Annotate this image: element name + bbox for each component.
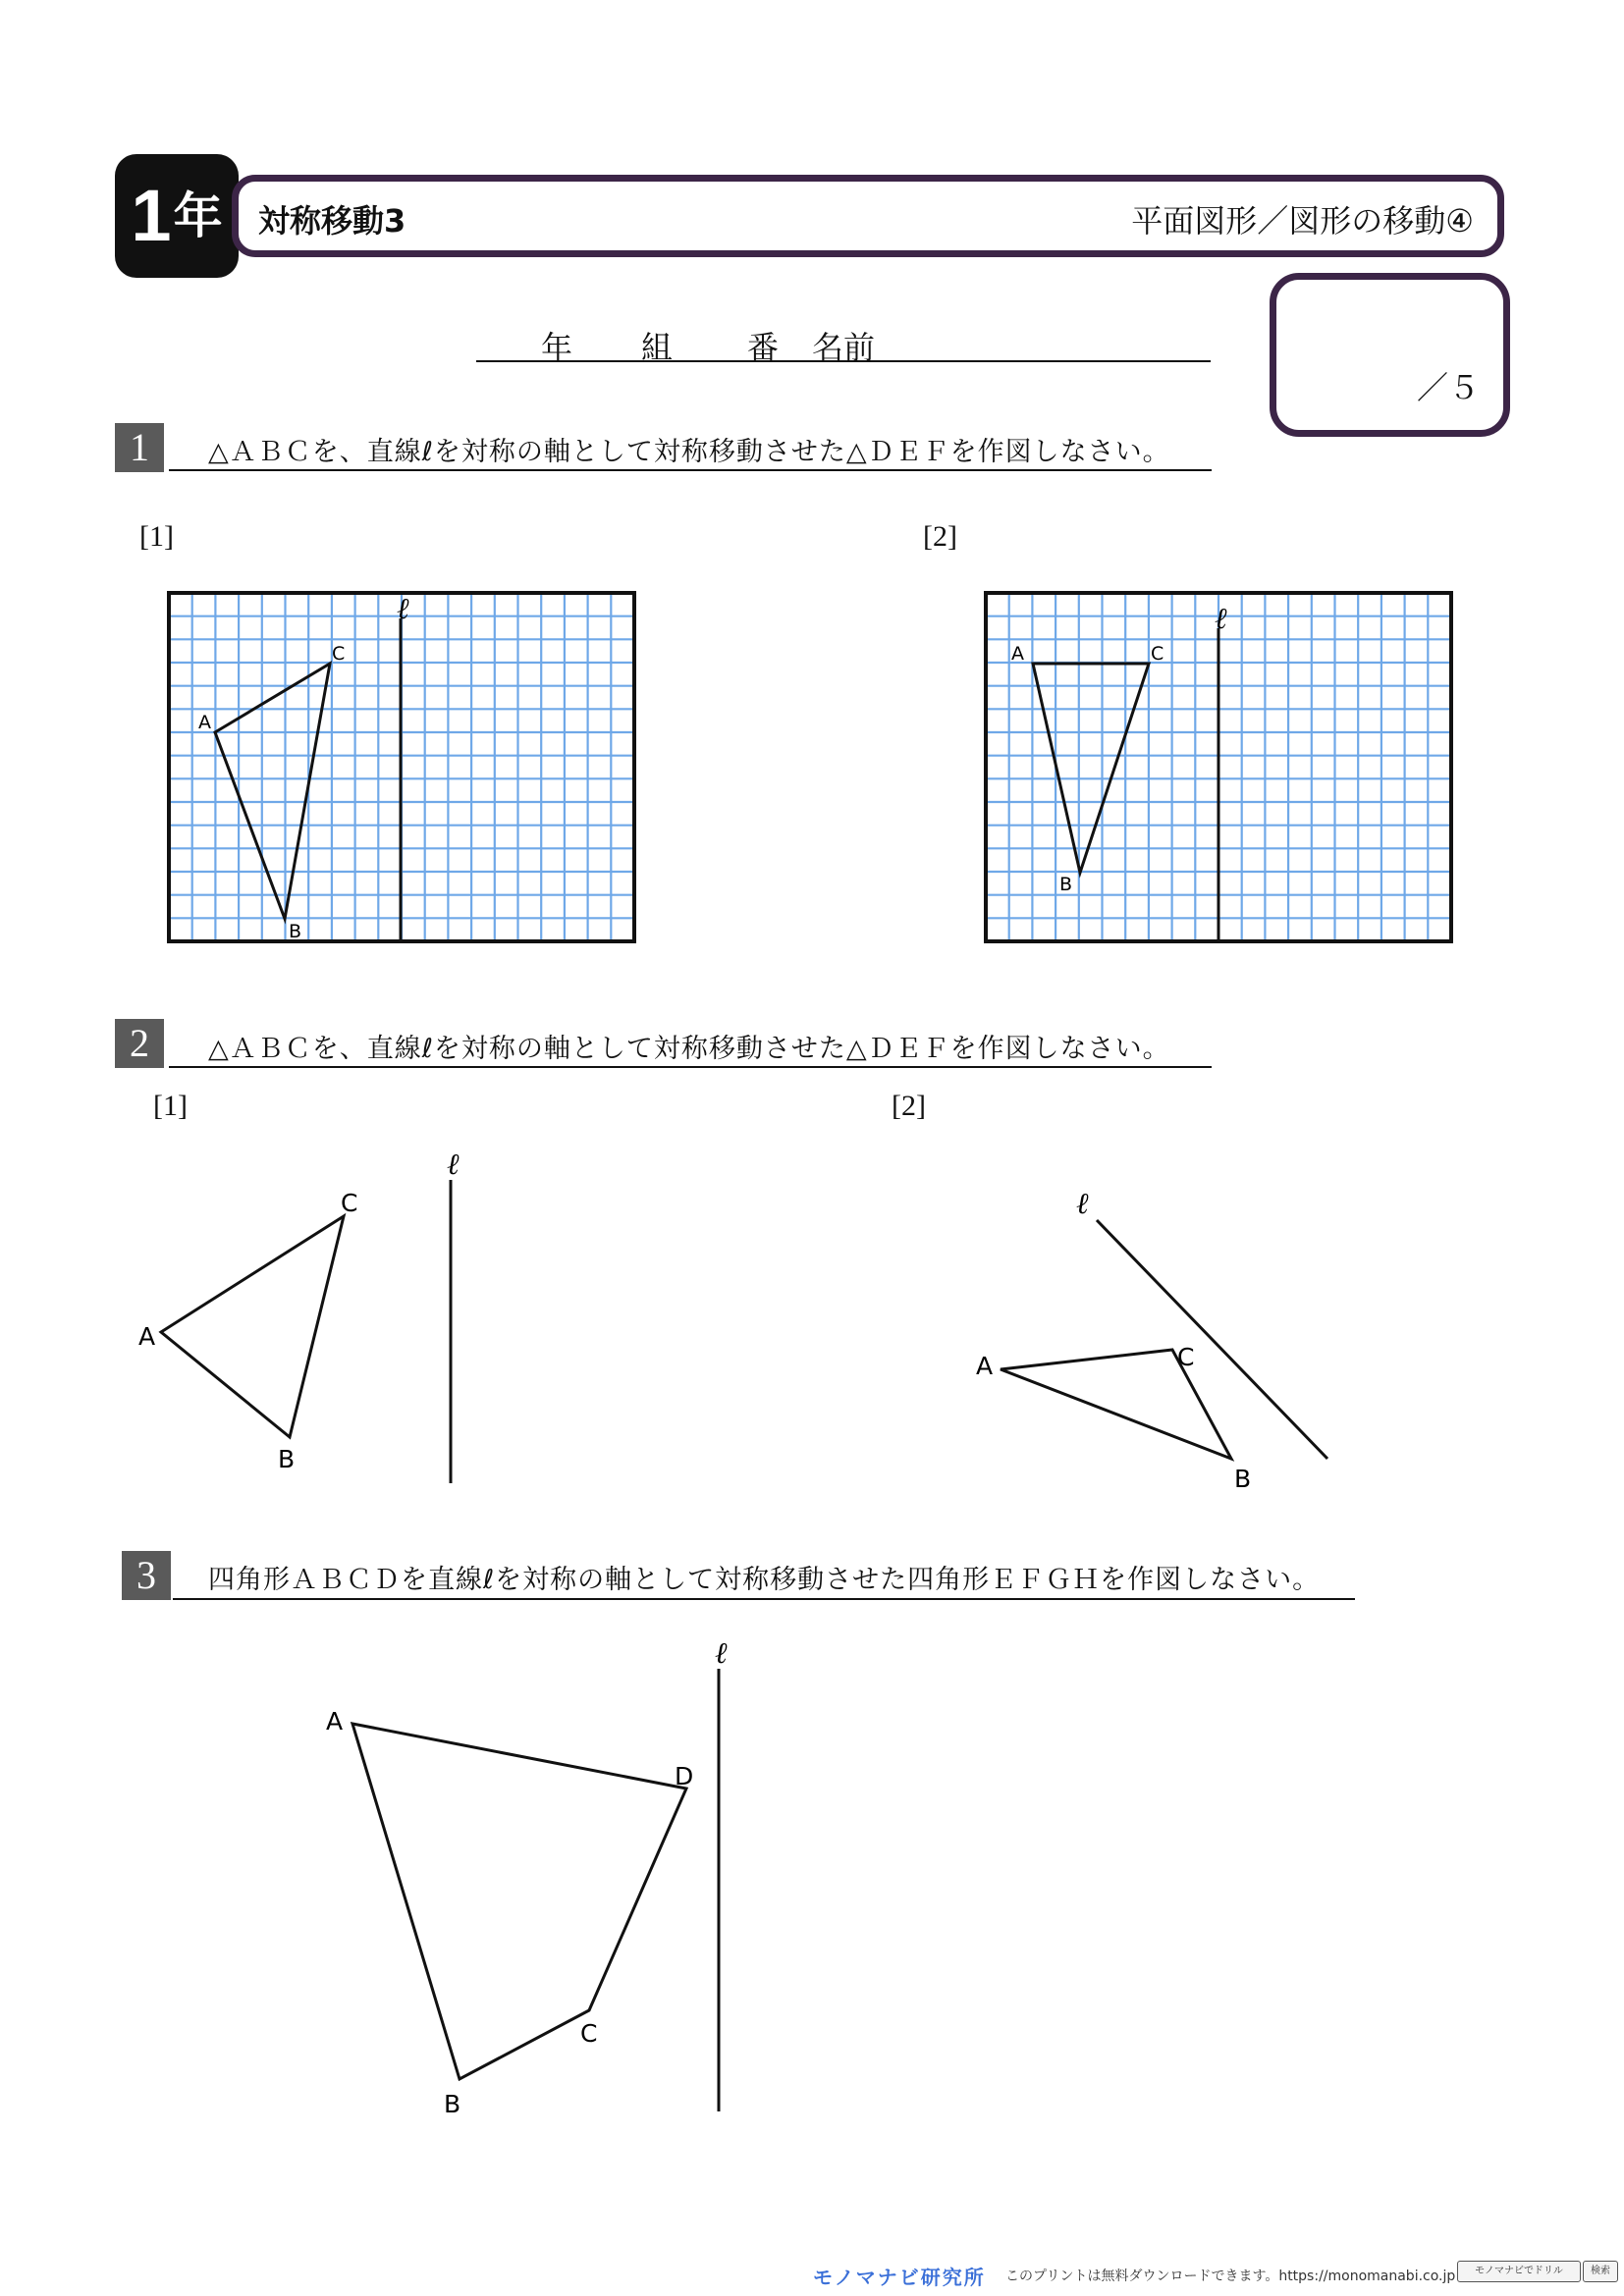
quadrilateral-s3 (352, 1724, 686, 2079)
point-label: A (138, 1322, 156, 1351)
triangle-s2p2 (1001, 1350, 1231, 1459)
point-label: A (198, 712, 211, 733)
triangle-s1p2 (1033, 664, 1149, 873)
footer-brand-logo: モノマナビ研究所 (813, 2266, 986, 2289)
point-label: C (1177, 1343, 1195, 1371)
section-3-instruction: 四角形ＡＢＣＤを直線ℓを対称の軸として対称移動させた四角形ＥＦＧＨを作図しなさい。 (208, 1565, 1321, 1595)
axis-label-s1p2: ℓ (1215, 602, 1227, 636)
point-label: B (1059, 874, 1073, 895)
point-label: B (278, 1445, 296, 1473)
number-label: 番 (747, 329, 780, 366)
point-label: B (289, 921, 302, 942)
section-1-problem-2-label: [2] (923, 520, 957, 553)
point-label: A (326, 1707, 344, 1735)
axis-label-s2p2: ℓ (1076, 1187, 1089, 1221)
point-label: C (1151, 643, 1164, 665)
unit-title: 平面図形／図形の移動④ (1131, 202, 1474, 240)
class-label: 組 (641, 329, 674, 366)
axis-label-s2p1: ℓ (447, 1148, 460, 1182)
point-label: B (444, 2090, 461, 2118)
point-label: D (675, 1762, 694, 1790)
section-1-problem-1-label: [1] (139, 520, 174, 553)
point-label: A (976, 1352, 994, 1380)
grade-unit: 年 (173, 187, 223, 244)
section-2-number: 2 (115, 1019, 164, 1068)
section-3-number: 3 (122, 1551, 171, 1600)
point-label: C (332, 643, 346, 665)
point-label: B (1234, 1465, 1252, 1493)
grade-number: 1 (131, 175, 172, 256)
point-label: A (1011, 643, 1024, 665)
section-2-instruction: △ＡＢＣを、直線ℓを対称の軸として対称移動させた△ＤＥＦを作図しなさい。 (208, 1034, 1170, 1064)
axis-label-s3: ℓ (715, 1636, 728, 1671)
worksheet-title: 対称移動3 (258, 202, 406, 240)
point-label: C (580, 2019, 598, 2048)
footer-drill-button[interactable]: モノマナビでドリル (1457, 2261, 1581, 2282)
score-total: ／５ (1416, 369, 1480, 406)
footer-notice: このプリントは無料ダウンロードできます。https://monomanabi.co.jp (1005, 2269, 1456, 2284)
section-1-instruction: △ＡＢＣを、直線ℓを対称の軸として対称移動させた△ＤＥＦを作図しなさい。 (208, 437, 1170, 467)
triangle-s1p1 (215, 664, 330, 919)
axis-label-s1p1: ℓ (397, 592, 409, 626)
name-label: 名前 (812, 329, 876, 366)
section-1-number: 1 (115, 423, 164, 472)
section-2-problem-2-label: [2] (892, 1090, 926, 1122)
section-2-problem-1-label: [1] (153, 1090, 188, 1122)
footer-search-button[interactable]: 検索 (1583, 2261, 1618, 2282)
point-label: C (341, 1189, 358, 1217)
triangle-s2p1 (161, 1216, 344, 1437)
year-label: 年 (541, 329, 573, 366)
